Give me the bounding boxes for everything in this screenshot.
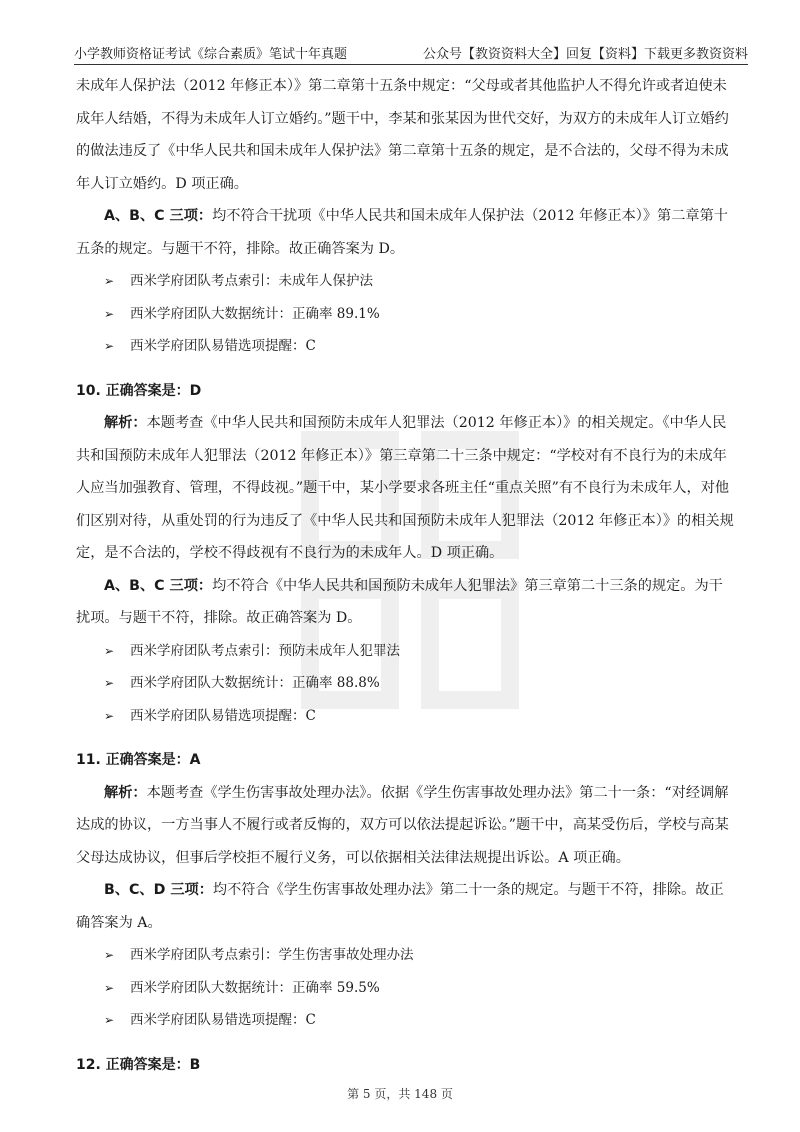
option-label: A、B、C 三项： [104,208,213,224]
list-item-text: 西米学府团队易错选项提醒：C [130,338,316,354]
question-heading: 11. 正确答案是：A [76,752,201,768]
list-item-text: 西米学府团队易错选项提醒：C [130,1012,316,1028]
list-item [76,635,734,668]
analysis-label: 解析： [104,784,147,801]
list-item [76,1004,734,1037]
list-item-text: 西米学府团队大数据统计：正确率 59.5% [130,979,380,996]
arrow-bullet-icon: ➢ [104,948,115,962]
list-item [76,972,734,1005]
arrow-bullet-icon: ➢ [104,676,115,690]
paragraph: 未成年人保护法（2012 年修正本）》第二章第十五条中规定：“父母或者其他监护人不得允许或者迫使未成年人结婚，不得为未成年人订立婚约。”题干中，李某和张某因为世代交好，为双方的未成年人订立婚约的做法违反了《中华人民共和国未成年人保护法》第二章第十五条的规定，是不合法的，父母不得为未成年人订立婚约。D 项正确。 [76,78,729,192]
page-content [76,70,734,1081]
list-item-text: 西米学府团队大数据统计：正确率 89.1% [130,305,380,322]
header-divider [74,64,748,65]
arrow-bullet-icon: ➢ [104,306,115,321]
list-item-text: 西米学府团队考点索引：预防未成年人犯罪法 [130,642,400,659]
list-item-text: 西米学府团队考点索引：学生伤害事故处理办法 [130,947,414,963]
header-left-title: 小学教师资格证考试《综合素质》笔试十年真题 [74,47,348,62]
paragraph [76,777,734,875]
arrow-bullet-icon: ➢ [104,980,115,995]
list-item [76,700,734,733]
header-right-promo: 公众号【教资资料大全】回复【资料】下载更多教资资料 [422,47,748,62]
option-label: B、C、D 三项： [104,882,213,898]
list-item-text: 西米学府团队易错选项提醒：C [130,707,316,724]
list-item [76,298,734,331]
list-item [76,265,734,298]
arrow-bullet-icon: ➢ [104,339,115,353]
paragraph-text: 均不符合《中华人民共和国预防未成年人犯罪法》第三章第二十三条的规定。为干扰项。与题干不符，排除。故正确答案为 D。 [76,577,723,626]
page-footer: 第 5 页，共 148 页 [347,1087,453,1101]
question-heading: 12. 正确答案是：B [76,1056,201,1073]
list-item [76,939,734,972]
paragraph-text: 本题考查《中华人民共和国预防未成年人犯罪法（2012 年修正本）》的相关规定。《中华人民共和国预防未成年人犯罪法（2012 年修正本）》第三章第二十三条中规定：“学校对有不良行为的未成年人应当加强教育、管理，不得歧视。”题干中，某小学要求各班主任“重点关照”有不良行为未成年人，对他们区别对待，从重处罚的行为违反了《中华人民共和国预防未成年人犯罪法（2012 年修正本）》的相关规定，是不合法的，学校不得歧视有不良行为的未成年人。D 项正确。 [76,415,734,561]
paragraph [76,570,734,635]
option-label: A、B、C 三项： [104,577,213,594]
list-item-text: 西米学府团队考点索引：未成年人保护法 [130,273,373,289]
question-heading: 10. 正确答案是：D [76,382,202,399]
paragraph [76,874,734,939]
list-item [76,667,734,700]
paragraph [76,200,734,265]
list-item [76,330,734,363]
arrow-bullet-icon: ➢ [104,708,115,723]
analysis-label: 解析： [104,415,147,431]
paragraph-text: 本题考查《学生伤害事故处理办法》。依据《学生伤害事故处理办法》第二十一条：“对经调解达成的协议，一方当事人不履行或者反悔的，双方可以依法提起诉讼。”题干中，高某受伤后，学校与高某父母达成协议，但事后学校拒不履行义务，可以依据相关法律法规提出诉讼。A 项正确。 [76,784,729,866]
list-item-text: 西米学府团队大数据统计：正确率 88.8% [130,675,380,691]
paragraph [76,407,734,570]
paragraph-text: 均不符合《学生伤害事故处理办法》第二十一条的规定。与题干不符，排除。故正确答案为 A。 [76,882,724,931]
page-header [74,40,748,62]
paragraph-text: 均不符合干扰项《中华人民共和国未成年人保护法（2012 年修正本）》第二章第十五条的规定。与题干不符，排除。故正确答案为 D。 [76,208,728,257]
arrow-bullet-icon: ➢ [104,643,115,658]
arrow-bullet-icon: ➢ [104,274,115,288]
arrow-bullet-icon: ➢ [104,1013,115,1027]
